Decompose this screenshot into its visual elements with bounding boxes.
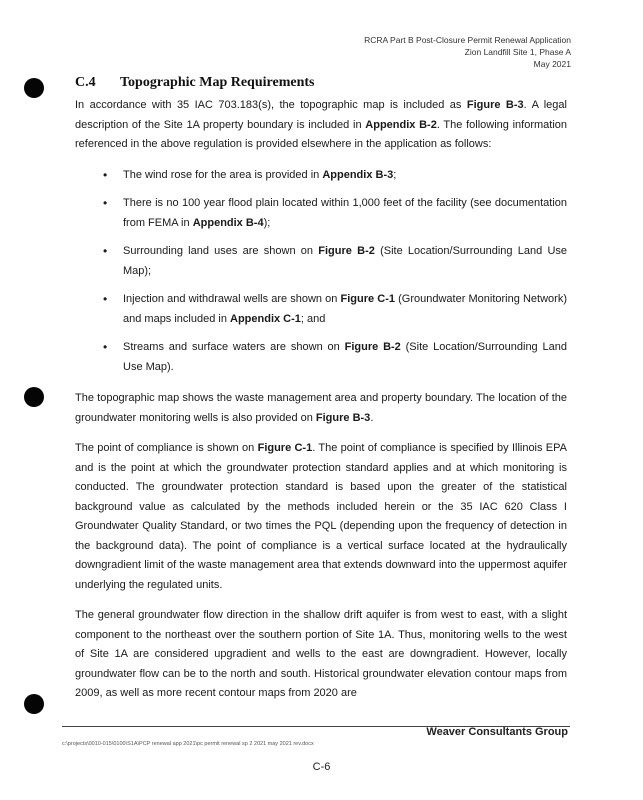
list-item: • Surrounding land uses are shown on Figure B-2 (Site Location/Surrounding Land Use Map); <box>75 242 567 281</box>
groundwater-flow-paragraph: The general groundwater flow direction in the shallow drift aquifer is from west to east, with a slight component to the northeast over the southern portion of Site 1A. Thus, monitoring wells to the west of Site 1A are considered upgradient and wells to the east are downgradient. However, locally groundwater flow can be to the north and south. Historical groundwater elevation contour maps from 2009, as well as more recent contour maps from 2020 are <box>75 609 567 699</box>
point-of-compliance-paragraph: The point of compliance is shown on Figure C-1. The point of compliance is specified by Illinois EPA and is the point at which the groundwater protection standard applies and at which monitoring is conducted. The groundwater protection standard is based upon the greater of the statistical background value as calculated by the methods included herein or the 35 IAC 620 Class I Groundwater Quality Standard, or two times the PQL (depending upon the frequency of detection in the background data). The point of compliance is a vertical surface located at the hydraulically downgradient limit of the waste management area that extends downward into the uppermost aquifer underlying the regulated units. <box>75 442 567 591</box>
punch-hole-top <box>24 78 44 98</box>
file-path: c:\projects\0010-015\0100\S1A\PCP renewal app 2021\pc permit renewal sp 2 2021 may 2021 rev.docx <box>62 741 314 747</box>
punch-hole-middle <box>24 387 44 407</box>
running-header <box>364 34 571 70</box>
document-body <box>75 96 567 715</box>
page-number: C-6 <box>312 761 331 773</box>
list-item: • The wind rose for the area is provided in Appendix B-3; <box>75 166 567 186</box>
list-item: • Injection and withdrawal wells are shown on Figure C-1 (Groundwater Monitoring Network) and maps included in Appendix C-1; and <box>75 290 567 329</box>
header-title: RCRA Part B Post-Closure Permit Renewal Application <box>364 35 571 45</box>
section-number: C.4 <box>75 75 96 90</box>
list-item: • Streams and surface waters are shown on Figure B-2 (Site Location/Surrounding Land Use Map). <box>75 338 567 377</box>
topographic-map-paragraph: The topographic map shows the waste management area and property boundary. The location of the groundwater monitoring wells is also provided on Figure B-3. <box>75 392 567 424</box>
intro-paragraph: In accordance with 35 IAC 703.183(s), the topographic map is included as Figure B-3. A legal description of the Site 1A property boundary is included in Appendix B-2. The following information referenced in the above regulation is provided elsewhere in the application as follows: <box>75 99 568 150</box>
section-title: Topographic Map Requirements <box>120 75 315 90</box>
company-name: Weaver Consultants Group <box>426 726 568 738</box>
header-site: Zion Landfill Site 1, Phase A <box>464 47 571 57</box>
reference-list <box>75 166 567 378</box>
punch-hole-bottom <box>24 694 44 714</box>
section-heading <box>75 75 314 91</box>
header-date: May 2021 <box>533 59 571 69</box>
list-item: • There is no 100 year flood plain located within 1,000 feet of the facility (see documentation from FEMA in Appendix B-4); <box>75 194 567 233</box>
